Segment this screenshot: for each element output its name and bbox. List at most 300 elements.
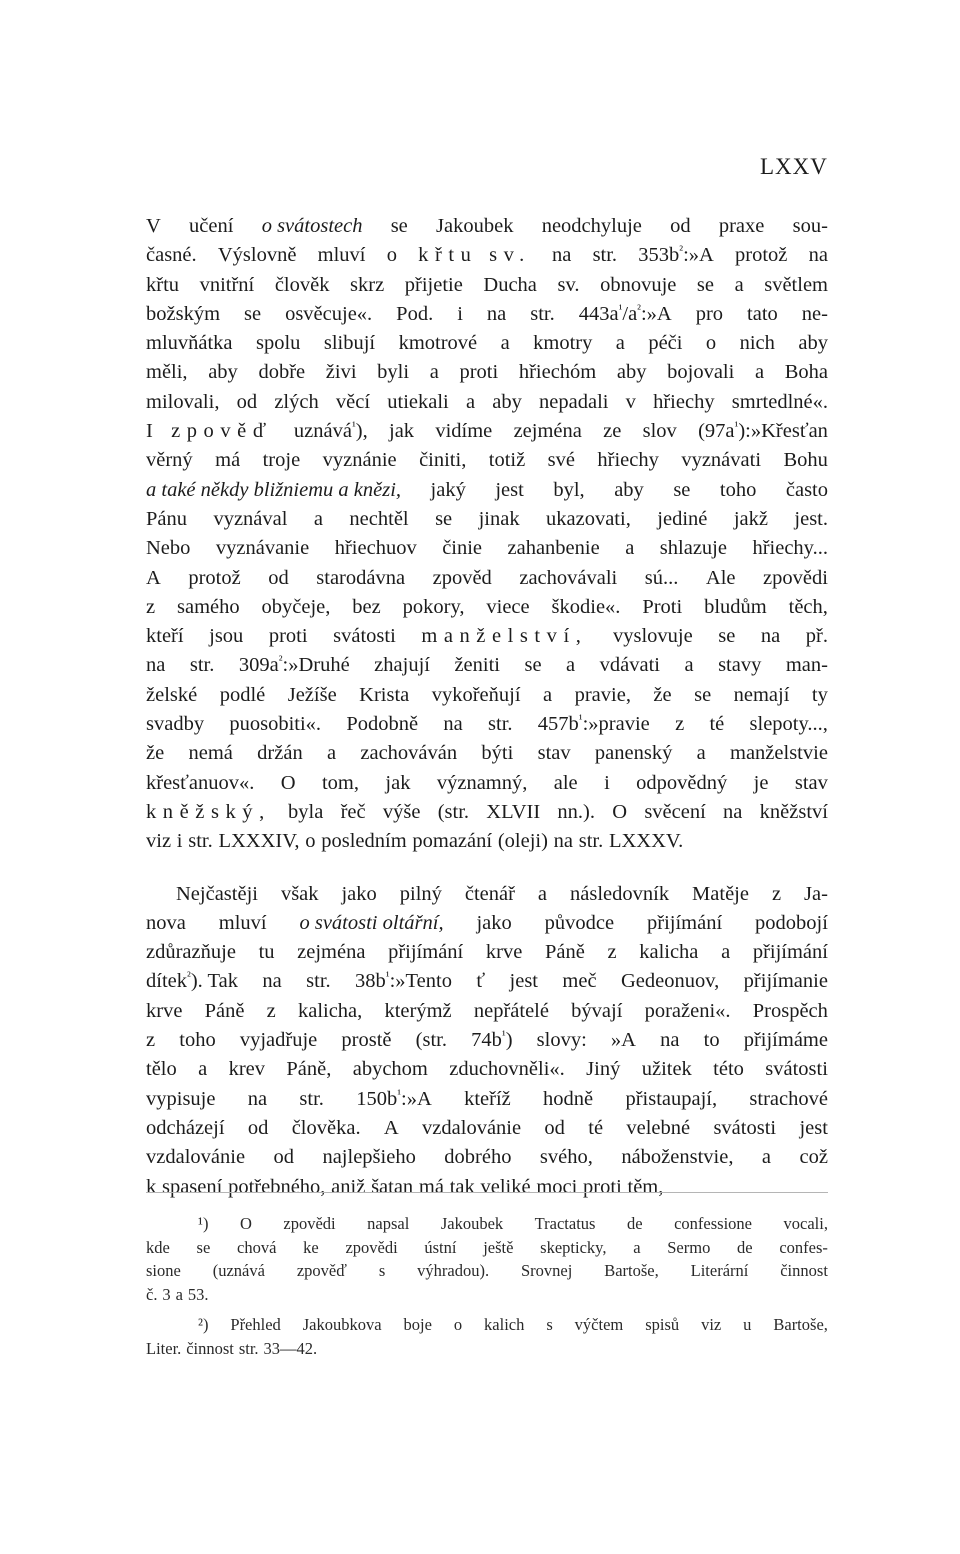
word: a — [198, 1058, 208, 1081]
word: a — [721, 941, 731, 964]
word: tu — [258, 941, 275, 964]
word: a — [543, 683, 553, 706]
word: božským — [146, 302, 221, 325]
word: $(97a^{^1}):»Křesťan$ — [698, 419, 828, 443]
word: kalicha, — [297, 999, 363, 1022]
word: a — [754, 361, 765, 384]
word: má — [215, 449, 241, 472]
word: jako — [476, 911, 512, 934]
text-gap — [146, 857, 828, 880]
word: potřebného, — [228, 1175, 326, 1198]
word: 33—42. — [263, 1338, 318, 1358]
word: významný, — [436, 771, 528, 794]
footnote-line — [146, 1313, 828, 1337]
word: křtu — [146, 273, 180, 296]
word: na — [486, 302, 507, 325]
text-line — [146, 241, 828, 270]
word: puosobiti«. — [229, 713, 322, 736]
word: podlé — [219, 683, 266, 706]
text-line — [146, 739, 828, 768]
word: zejména — [297, 941, 366, 964]
word: časné. — [146, 244, 197, 267]
word: (oleji) — [497, 830, 548, 853]
word: a — [684, 654, 694, 677]
word: činnost — [780, 1261, 828, 1280]
word: jak — [385, 771, 411, 794]
word: Pánu — [146, 507, 187, 530]
footnote-line — [146, 1236, 828, 1260]
word: chová — [237, 1237, 277, 1257]
text-line — [146, 564, 828, 593]
word: bludům — [704, 595, 767, 618]
word: mluvňátka — [146, 332, 233, 355]
word: a — [633, 1237, 641, 1257]
word: kde — [146, 1237, 170, 1257]
word: obyčeje, — [261, 595, 331, 618]
word: aby — [208, 361, 238, 384]
word: tato — [747, 302, 778, 325]
word: že — [653, 683, 672, 706]
word: XLVII — [486, 800, 541, 823]
word: de — [737, 1237, 753, 1257]
word: se — [694, 683, 712, 706]
text-line — [146, 505, 828, 534]
word: zpovědi — [763, 566, 828, 589]
text-line — [146, 271, 828, 300]
word: toho — [179, 1029, 216, 1052]
word: stavy — [718, 654, 762, 677]
word: těm, — [627, 1175, 664, 1198]
text-line — [146, 417, 828, 446]
word: utiekali — [387, 390, 449, 413]
word: přijímanie — [743, 970, 828, 993]
word: vykořeňují — [431, 683, 521, 706]
word: Proti — [642, 595, 683, 618]
word: té — [588, 1116, 604, 1139]
word: vyjadřuje — [239, 1029, 318, 1052]
word: ty — [811, 683, 828, 706]
word: o svátostech — [261, 215, 363, 237]
text-line — [146, 651, 828, 680]
word: zpověd — [432, 566, 492, 589]
word: těch, — [788, 595, 828, 618]
footnote-line — [146, 1259, 828, 1283]
word: nemá — [188, 742, 233, 765]
word: s — [546, 1315, 553, 1334]
word: pravie, — [574, 683, 631, 706]
word: stav — [794, 771, 828, 794]
word: Liter. — [146, 1338, 182, 1358]
word: $353b^{^2}:»A$ — [638, 243, 714, 267]
word: $38b^{^1}:»Tento$ — [355, 969, 452, 993]
word: vidíme — [435, 420, 493, 443]
text-line — [146, 880, 828, 909]
word: zduchovněli«. — [449, 1058, 565, 1081]
word: na — [660, 1029, 680, 1052]
word: však — [280, 882, 319, 905]
word: přijímání — [752, 941, 828, 964]
word: své — [547, 449, 575, 472]
word: z — [146, 595, 156, 618]
word: č. — [146, 1284, 158, 1304]
word: milovali, — [146, 390, 220, 413]
text-line — [146, 681, 828, 710]
word: dítek$^{^2}$). Tak — [146, 969, 238, 993]
text-line — [146, 212, 828, 241]
word: od — [670, 215, 691, 237]
word: nepadali — [539, 390, 609, 413]
word: a — [175, 1284, 183, 1304]
word: držán — [257, 742, 303, 765]
word: z — [675, 713, 685, 736]
word: kalich — [484, 1315, 525, 1334]
word: ukazovati, — [546, 507, 631, 530]
text-line — [146, 938, 828, 967]
word: křesťanuov«. — [146, 771, 255, 794]
word: obnovuje — [600, 273, 677, 296]
word: ť — [476, 970, 486, 993]
word: Jakoubek — [440, 1214, 504, 1233]
word: věcí — [335, 390, 371, 413]
word: moci — [536, 1175, 578, 1198]
word: Boha — [784, 361, 828, 384]
word: najlepšieho — [322, 1146, 416, 1169]
word: u — [743, 1315, 752, 1334]
word: vdávati — [599, 654, 660, 677]
word: hřiechóm — [518, 361, 597, 384]
word: a — [500, 332, 510, 355]
word: Literární — [690, 1261, 749, 1280]
text-line — [146, 329, 828, 358]
word: zahanbenie — [507, 537, 600, 560]
page-number: LXXV — [760, 154, 828, 179]
word: že — [146, 742, 165, 765]
word: péči — [648, 332, 683, 355]
word: jaký — [430, 478, 466, 501]
word: jediné — [657, 507, 708, 530]
word: skepticky, — [540, 1237, 607, 1257]
word: Nejčastěji — [176, 882, 258, 905]
word: činie — [442, 537, 483, 560]
word: vyznával — [213, 507, 288, 530]
word: aby — [492, 390, 522, 413]
word: Srovnej — [520, 1261, 573, 1280]
word: křtu sv. — [418, 244, 531, 267]
word: živi — [325, 361, 357, 384]
text-line — [146, 1173, 828, 1202]
word: škodie«. — [551, 595, 621, 618]
word: člověk — [274, 273, 330, 296]
text-line — [146, 798, 828, 827]
word: byla — [288, 800, 324, 823]
word: V — [146, 215, 161, 237]
word: toho — [719, 478, 757, 501]
word: odpovědný — [636, 771, 728, 794]
word: proti — [268, 625, 308, 648]
word: řeč — [340, 800, 366, 823]
word: od — [273, 1146, 294, 1169]
word: svátosti — [765, 1058, 828, 1081]
word: A — [146, 566, 161, 589]
word: bývají — [571, 999, 623, 1022]
word: želské — [146, 683, 198, 706]
word: světlem — [764, 273, 828, 296]
word: Přehled — [230, 1315, 281, 1334]
word: manželstvie — [730, 742, 828, 765]
word: str. — [238, 1338, 259, 1358]
word: se — [390, 215, 408, 237]
footnote-separator — [146, 1192, 828, 1193]
word: abychom — [352, 1058, 428, 1081]
word: přijímání — [647, 911, 723, 934]
word: zpovědi — [283, 1214, 336, 1233]
word: Prospěch — [752, 999, 828, 1022]
word: zejména — [513, 420, 582, 443]
word: a — [761, 1146, 772, 1169]
word: sú... — [644, 566, 679, 589]
word: což — [799, 1146, 828, 1169]
word: pro — [695, 302, 724, 325]
word: str. — [188, 830, 213, 853]
word: pomazání — [412, 830, 493, 853]
word: i — [457, 302, 463, 325]
word: z — [146, 1029, 156, 1052]
word: ¹) — [198, 1214, 209, 1233]
word: aby — [798, 332, 828, 355]
word: sou- — [792, 215, 828, 237]
text-line — [146, 476, 828, 505]
footnote-line — [146, 1212, 828, 1236]
word: vypisuje — [146, 1087, 216, 1110]
word: O — [612, 800, 628, 823]
word: bez — [352, 595, 381, 618]
word: str. — [306, 970, 331, 993]
word: výčtem — [574, 1315, 624, 1334]
text-line — [146, 388, 828, 417]
text-line — [146, 300, 828, 329]
word: I zpověď — [146, 420, 273, 443]
word: výše — [382, 800, 421, 823]
word: slov — [642, 420, 677, 443]
word: panenský — [594, 742, 673, 765]
word: činnost — [186, 1338, 234, 1358]
footnotes — [146, 1212, 828, 1360]
word: osvěcuje«. — [285, 302, 373, 325]
text-line — [146, 769, 828, 798]
word: ústní — [424, 1237, 457, 1257]
word: o — [453, 1315, 463, 1334]
word: zpověď — [296, 1261, 347, 1280]
word: protož — [735, 244, 788, 267]
word: hodně — [543, 1087, 594, 1110]
text-line — [146, 1114, 828, 1143]
word: zhajují — [374, 654, 430, 677]
word: na — [552, 244, 572, 267]
word: Podobně — [346, 713, 419, 736]
word: kněžský, — [146, 800, 271, 823]
word: man- — [785, 654, 828, 677]
word: nechtěl — [349, 507, 409, 530]
word: a — [313, 507, 323, 530]
word: a — [465, 390, 476, 413]
word: kterýmž — [384, 999, 452, 1022]
word: z — [607, 941, 617, 964]
text-line — [146, 1143, 828, 1172]
word: ze — [603, 420, 622, 443]
word: se — [524, 654, 542, 677]
word: o — [705, 332, 717, 355]
word: $74b^{^1}$) — [471, 1028, 513, 1052]
word: vnitřní — [199, 273, 255, 296]
word: bojovali — [667, 361, 735, 384]
word: a — [429, 361, 439, 384]
word: totiž — [488, 449, 526, 472]
word: O — [280, 771, 296, 794]
word: činiti, — [419, 449, 467, 472]
word: aby — [616, 361, 647, 384]
word: krve — [146, 999, 183, 1022]
word: Sermo — [667, 1237, 711, 1257]
word: ještě — [483, 1237, 514, 1257]
word: člověka. — [291, 1116, 361, 1139]
word: Tractatus — [534, 1214, 596, 1233]
word: zdůrazňuje — [146, 941, 236, 964]
word: Páně, — [286, 1058, 332, 1081]
word: má — [418, 1175, 444, 1198]
word: ale — [553, 771, 578, 794]
word: od — [268, 566, 289, 589]
word: i — [176, 830, 183, 853]
word: s — [378, 1261, 386, 1280]
word: jako — [341, 882, 377, 905]
word: ²) — [198, 1315, 209, 1334]
word: kněžství — [759, 800, 828, 823]
word: Bohu — [783, 449, 828, 472]
text-line — [146, 593, 828, 622]
word: Krista — [359, 683, 410, 706]
word: nemají — [733, 683, 790, 706]
word: Výslovně — [217, 244, 297, 267]
word: Nebo — [146, 537, 191, 560]
footnote-gap — [146, 1306, 828, 1313]
footnote-line — [146, 1283, 828, 1307]
word: se — [244, 302, 262, 325]
word: to — [703, 1029, 720, 1052]
word: samého — [177, 595, 240, 618]
word: o — [386, 244, 397, 267]
word: svátosti — [713, 1116, 777, 1139]
text-line — [146, 997, 828, 1026]
word: o svátosti oltářní, — [299, 911, 444, 934]
word: spisů — [645, 1315, 680, 1334]
word: o — [305, 830, 316, 853]
word: $150b^{^1}:»A$ — [356, 1086, 432, 1110]
word: i — [604, 771, 610, 794]
word: proti — [583, 1175, 622, 1198]
word: troje — [262, 449, 301, 472]
word: v — [625, 390, 636, 413]
word: čtenář — [464, 882, 515, 905]
word: nich — [739, 332, 775, 355]
word: od — [544, 1116, 565, 1139]
word: je — [753, 771, 769, 794]
word: k — [146, 1175, 157, 1198]
word: a — [696, 742, 706, 765]
text-line — [146, 622, 828, 651]
word: se — [696, 273, 714, 296]
word: a — [734, 273, 744, 296]
word: svátosti — [333, 625, 396, 648]
text-line — [146, 967, 828, 996]
word: se — [435, 507, 453, 530]
word: slovy: — [536, 1029, 587, 1052]
word: de — [627, 1214, 643, 1233]
word: náboženstvie, — [621, 1146, 734, 1169]
word: na — [553, 830, 574, 853]
word: původce — [544, 911, 615, 934]
word: prostě — [341, 1029, 392, 1052]
word: 53. — [187, 1284, 209, 1304]
word: Bartoše, — [604, 1261, 659, 1280]
text-line — [146, 710, 828, 739]
word: zachovávali — [519, 566, 618, 589]
word: $309a^{^2}:»Druhé$ — [238, 653, 350, 677]
word: spasení — [161, 1175, 223, 1198]
word: věrný — [146, 449, 193, 472]
word: na — [443, 713, 463, 736]
word: podobojí — [755, 911, 828, 934]
word: kmotrové — [398, 332, 478, 355]
word: slepoty..., — [749, 713, 828, 736]
word: tělo — [146, 1058, 177, 1081]
word: z — [266, 999, 276, 1022]
word: tak — [449, 1175, 475, 1198]
word: a — [625, 537, 635, 560]
word: byl, — [553, 478, 585, 501]
word: krve — [485, 941, 523, 964]
word: velebné — [626, 1116, 691, 1139]
word: Ja- — [804, 882, 828, 905]
word: Ale — [705, 566, 736, 589]
word: na — [760, 625, 781, 648]
word: mluví — [317, 244, 366, 267]
text-line — [146, 358, 828, 387]
word: LXXXIV, — [218, 830, 300, 853]
word: nn.). — [557, 800, 595, 823]
word: ke — [303, 1237, 319, 1257]
word: té — [709, 713, 725, 736]
word: jest — [799, 1116, 828, 1139]
text-line — [146, 446, 828, 475]
word: svého, — [539, 1146, 593, 1169]
word: Ježíše — [287, 683, 337, 706]
word: a — [615, 332, 625, 355]
word: měli, — [146, 361, 188, 384]
word: na — [146, 654, 166, 677]
word: praxe — [718, 215, 765, 237]
word: dobrého — [444, 1146, 512, 1169]
word: svadby — [146, 713, 205, 736]
word: str. — [488, 713, 513, 736]
word: vzdalovánie — [146, 1146, 246, 1169]
word: šatan — [371, 1175, 414, 1198]
word: se — [673, 478, 691, 501]
word: přijetie — [404, 273, 463, 296]
word: jsou — [209, 625, 244, 648]
word: od — [247, 1116, 269, 1139]
word: zlých — [274, 390, 319, 413]
word: kteříž — [464, 1087, 511, 1110]
